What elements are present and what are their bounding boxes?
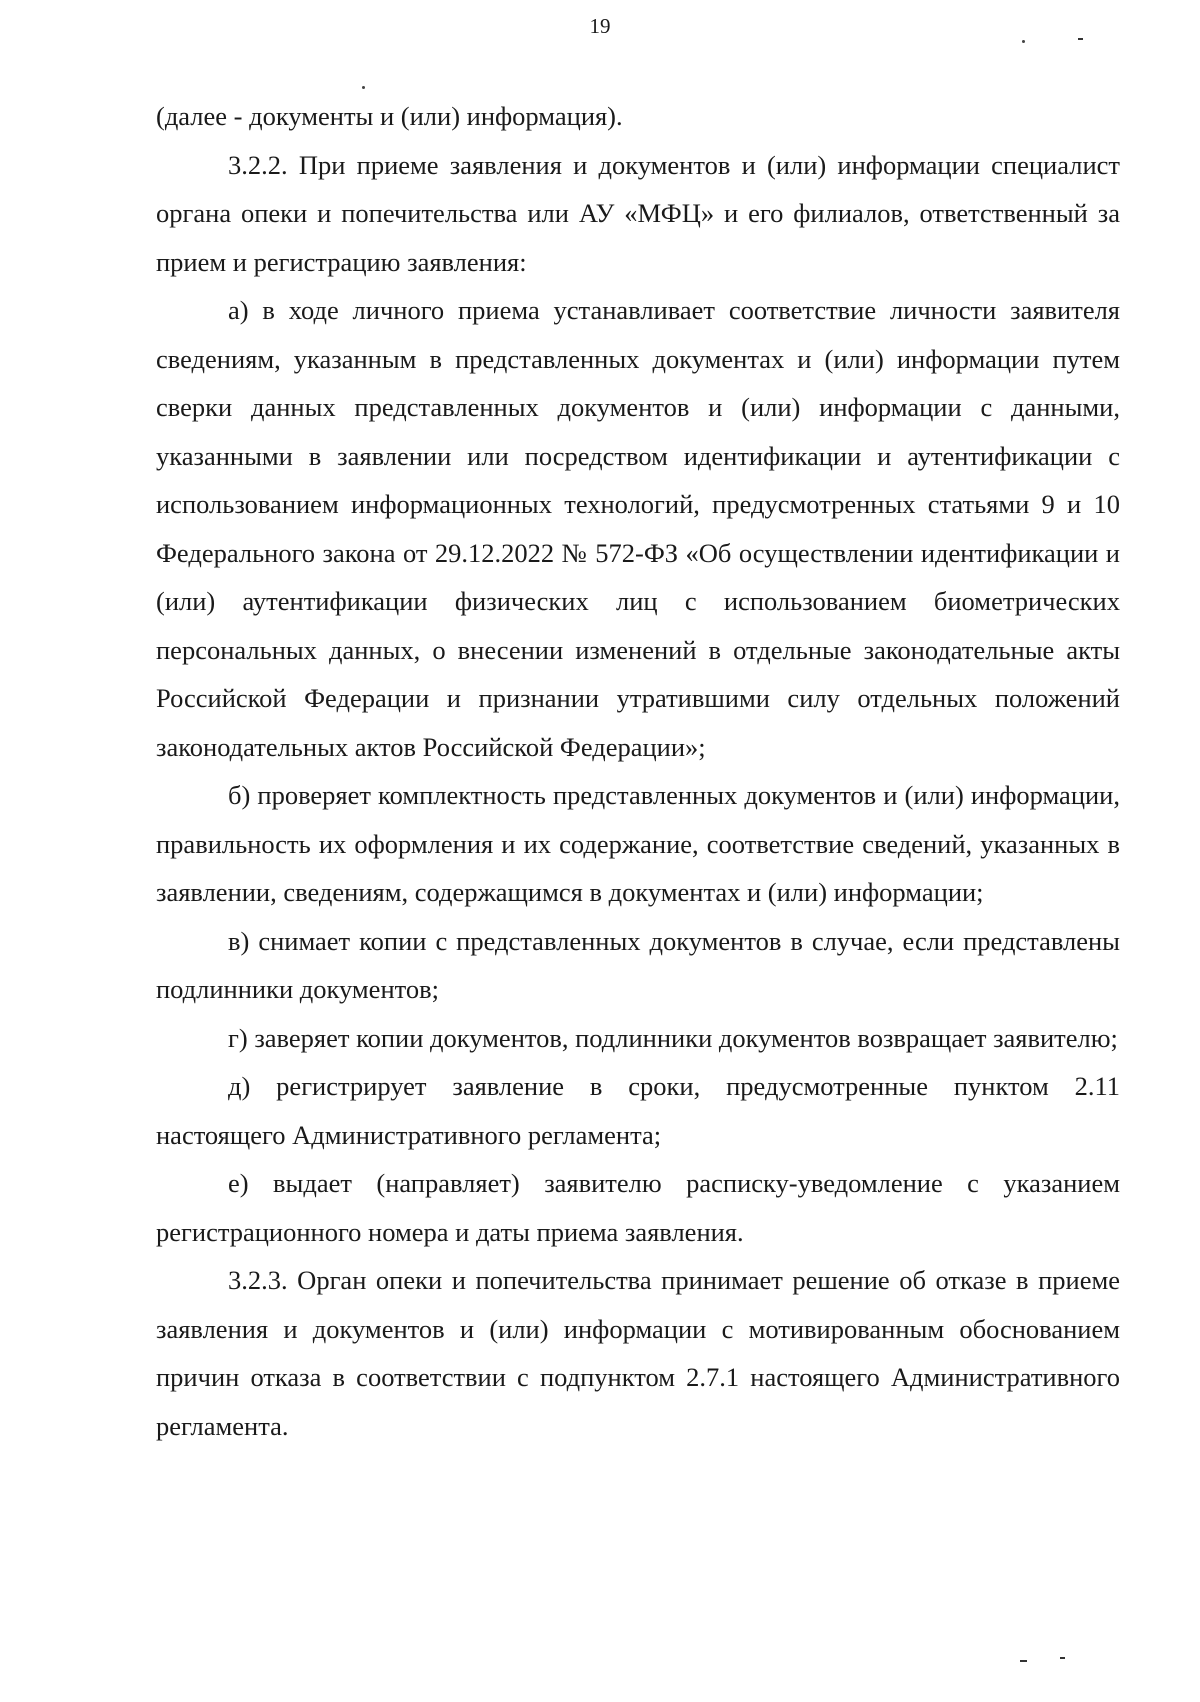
paragraph-item-e: е) выдает (направляет) заявителю расписку-уведомление с указанием регистрационного номера и даты приема заявления. [156, 1168, 1120, 1247]
paragraph-continuation: (далее - документы и (или) информация). [156, 101, 623, 131]
paragraph-item-g: г) заверяет копии документов, подлинники документов возвращает заявителю; [228, 1022, 1118, 1053]
scan-artifact [362, 86, 365, 89]
paragraph-item-d: д) регистрирует заявление в сроки, предусмотренные пунктом 2.11 настоящего Административного регламента; [156, 1071, 1120, 1150]
paragraph-3-2-2: 3.2.2. При приеме заявления и документов и (или) информации специалист органа опеки и попечительства или АУ «МФЦ» и его филиалов, ответственный за прием и регистрацию заявления: [156, 149, 1120, 277]
paragraph-item-a: а) в ходе личного приема устанавливает соответствие личности заявителя сведениям, указанным в представленных документах и (или) информации путем сверки данных представленных документов и (или) информации с данными, указанными в заявлении или посредством идентификации и аутентификации с использованием информационных технологий, предусмотренных статьями 9 и 10 Федерального закона от 29.12.2022 № 572-ФЗ «Об осуществлении идентификации и (или) аутентификации физических лиц с использованием биометрических персональных данных, о внесении изменений в отдельные законодательные акты Российской Федерации и признании утратившими силу отдельных положений законодательных актов Российской Федерации»; [156, 295, 1120, 762]
paragraph-item-v: в) снимает копии с представленных документов в случае, если представлены подлинники документов; [156, 925, 1120, 1004]
scan-artifact [1060, 1657, 1065, 1659]
scan-artifact [1020, 1660, 1027, 1662]
scan-artifact [1078, 38, 1083, 40]
page-number: 19 [589, 14, 611, 38]
document-body [156, 92, 1120, 1450]
paragraph-3-2-3: 3.2.3. Орган опеки и попечительства принимает решение об отказе в приеме заявления и документов и (или) информации с мотивированным обоснованием причин отказа в соответствии с подпунктом 2.7.1 настоящего Административного регламента. [156, 1265, 1120, 1441]
scan-artifact [1022, 40, 1025, 43]
paragraph-item-b: б) проверяет комплектность представленных документов и (или) информации, правильность их оформления и их содержание, соответствие сведений, указанных в заявлении, сведениям, содержащимся в документах и (или) информации; [156, 780, 1120, 907]
